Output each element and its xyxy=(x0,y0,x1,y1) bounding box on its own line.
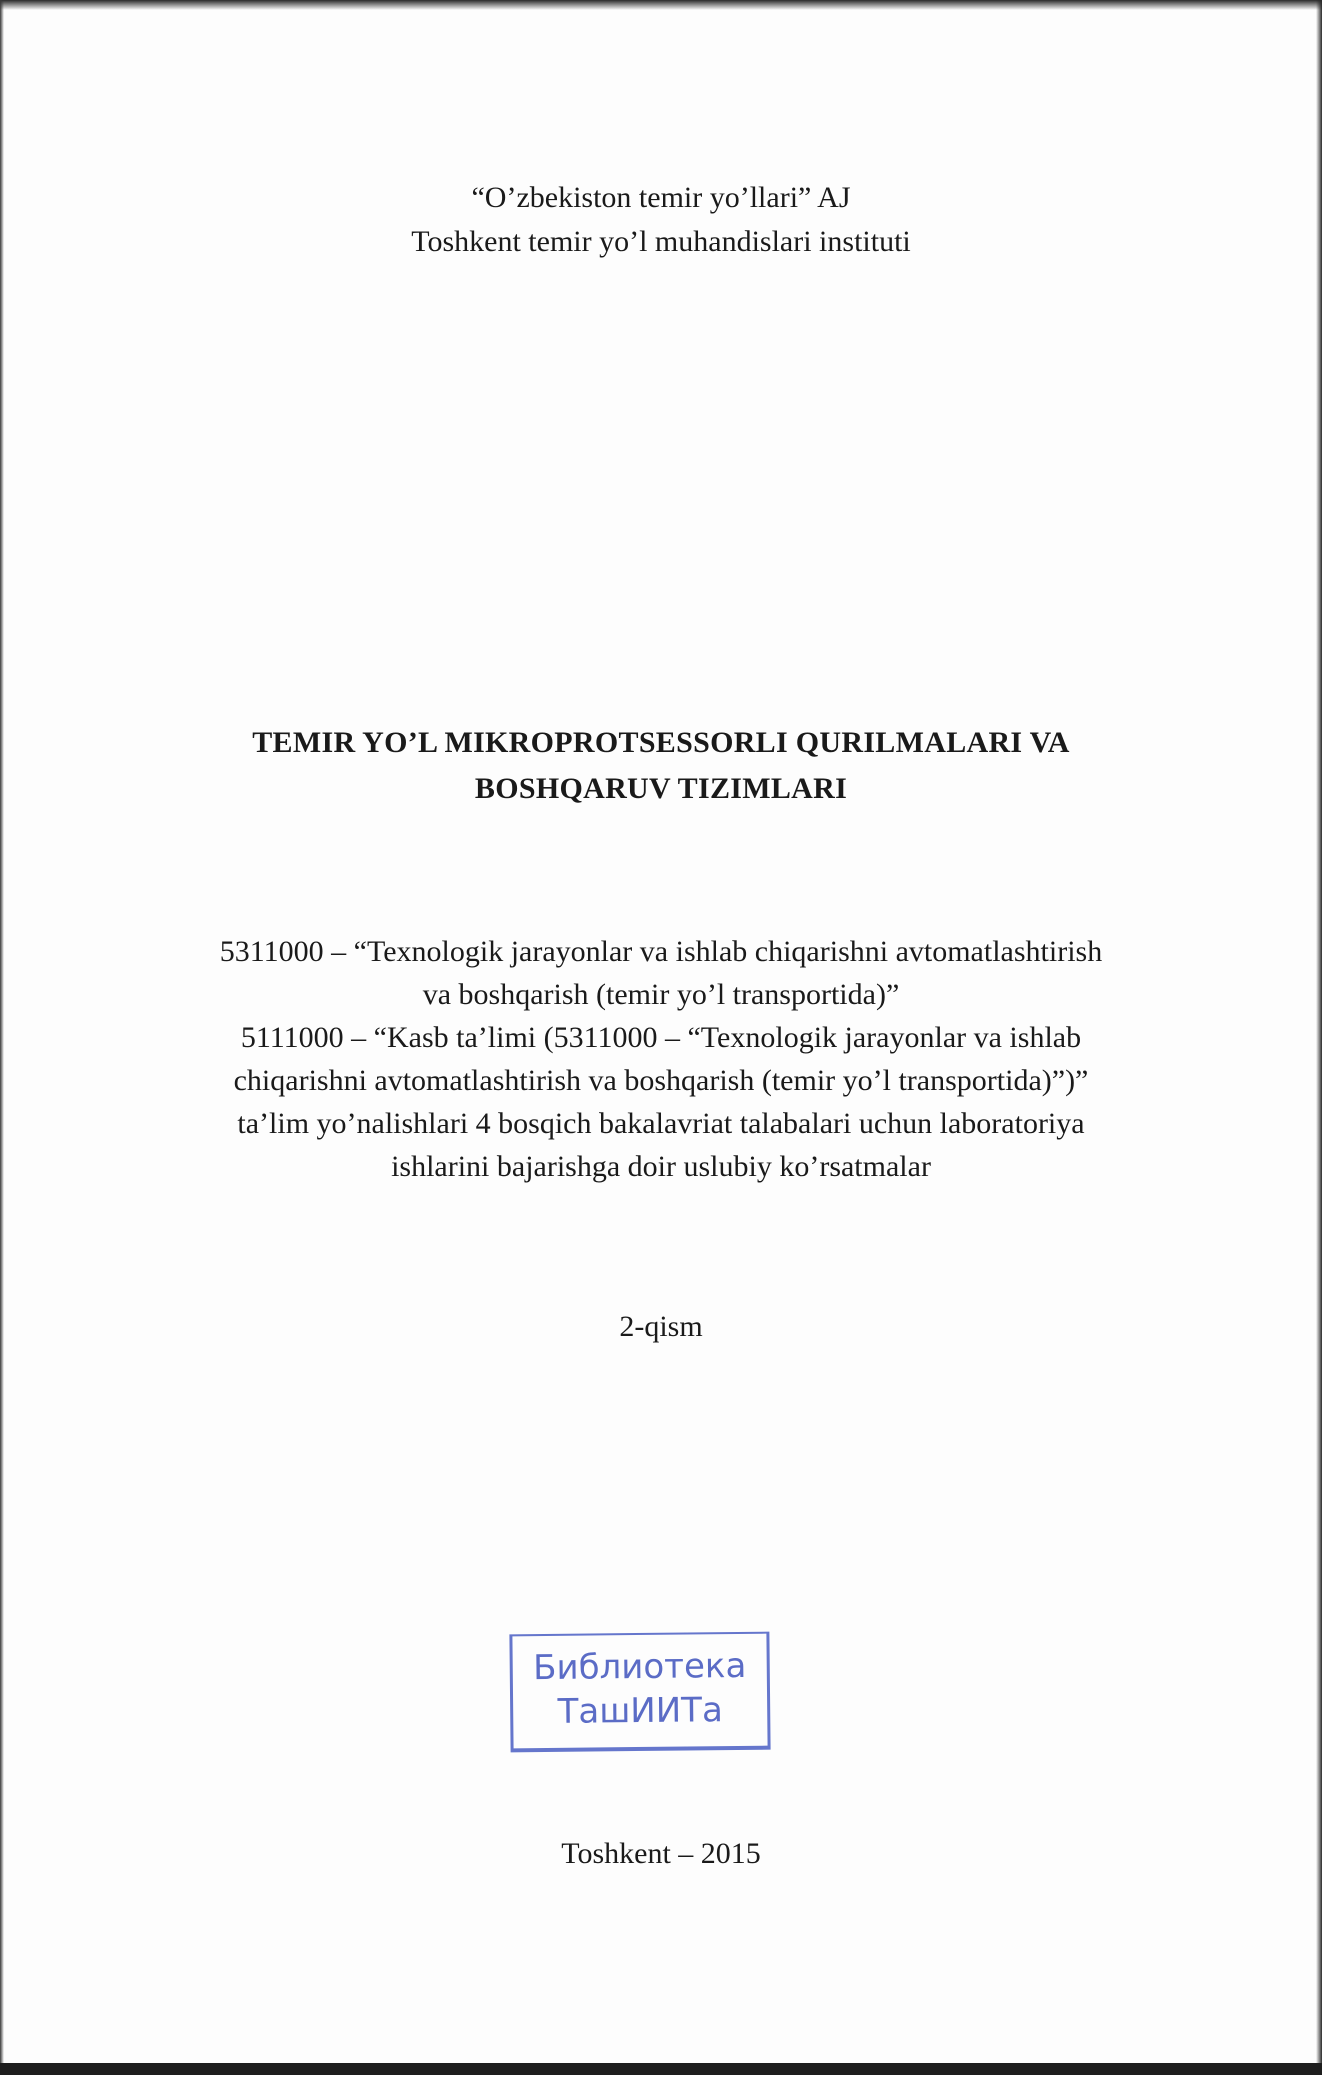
description-line: va boshqarish (temir yo’l transportida)” xyxy=(422,978,900,1011)
part-number: 2-qism xyxy=(619,1310,703,1343)
description-line: ishlarini bajarishga doir uslubiy ko’rsatmalar xyxy=(391,1150,931,1183)
stamp-line-2: ТашИИТа xyxy=(557,1690,723,1732)
stamp-line-1: Библиотека xyxy=(532,1645,747,1689)
scan-edge-bottom xyxy=(0,2063,1322,2075)
title-line-2: BOSHQARUV TIZIMLARI xyxy=(474,772,848,805)
publisher-organization: “O’zbekiston temir yo’llari” AJ xyxy=(471,181,851,214)
place-and-year: Toshkent – 2015 xyxy=(561,1837,761,1870)
description-line: chiqarishni avtomatlashtirish va boshqarish (temir yo’l transportida)”)” xyxy=(233,1064,1089,1097)
library-stamp xyxy=(509,1632,770,1753)
publisher-institute: Toshkent temir yo’l muhandislari instituti xyxy=(411,225,911,258)
document-description xyxy=(0,930,1322,1188)
document-title xyxy=(0,720,1322,812)
publisher-header xyxy=(0,176,1322,264)
title-line-1: TEMIR YO’L MIKROPROTSESSORLI QURILMALARI VA xyxy=(252,726,1070,759)
description-line: ta’lim yo’nalishlari 4 bosqich bakalavriat talabalari uchun laboratoriya xyxy=(237,1107,1085,1140)
description-line: 5311000 – “Texnologik jarayonlar va ishlab chiqarishni avtomatlashtirish xyxy=(219,935,1103,968)
scan-edge-top xyxy=(0,0,1322,10)
description-line: 5111000 – “Kasb ta’limi (5311000 – “Texnologik jarayonlar va ishlab xyxy=(240,1021,1082,1054)
